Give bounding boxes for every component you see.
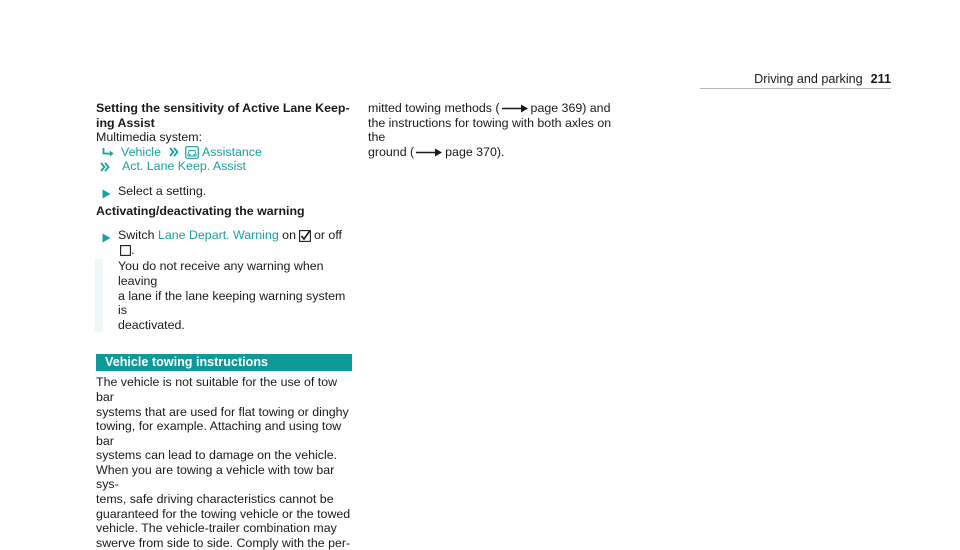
menu-intro: Multimedia system: xyxy=(96,130,203,145)
body-line: guaranteed for the towing vehicle or the towed xyxy=(96,506,351,521)
menu-path-line-1 xyxy=(96,145,352,160)
step-select-text: Select a setting. xyxy=(118,183,207,198)
subheading-warning: Activating/deactivating the warning xyxy=(96,203,305,218)
note-line: a lane if the lane keeping warning system is xyxy=(118,288,346,318)
body-line: systems that are used for flat towing or dinghy xyxy=(96,404,349,419)
double-chevron-icon xyxy=(169,147,179,157)
body-line: swerve from side to side. Comply with the per- xyxy=(96,535,351,550)
arrow-hook-icon xyxy=(102,147,115,158)
setting-lane-depart-warning[interactable]: Lane Depart. Warning xyxy=(157,228,279,243)
checkbox-empty-line xyxy=(118,243,342,258)
running-header xyxy=(700,72,891,86)
bullet-arrow-icon xyxy=(102,189,111,199)
checkbox-empty-icon xyxy=(120,245,131,256)
menu-path-line-2 xyxy=(96,159,352,174)
switch-period: . xyxy=(131,242,135,257)
page-ref-arrow-icon xyxy=(416,148,442,157)
body-line: vehicle. The vehicle-trailer combination may xyxy=(96,521,337,536)
bullet-arrow-icon xyxy=(102,233,111,243)
continued-line-2: the instructions for towing with both axles on the xyxy=(368,115,612,145)
note-line: You do not receive any warning when leaving xyxy=(118,259,324,288)
body-line: systems can lead to damage on the vehicle. xyxy=(96,448,338,463)
right-column xyxy=(368,101,630,159)
menu-item-vehicle[interactable]: Vehicle xyxy=(121,144,161,159)
step-switch-warning xyxy=(96,228,352,257)
body-line: towing, for example. Attaching and using tow bar xyxy=(96,419,342,448)
switch-on: on xyxy=(282,228,296,243)
continued-line-3 xyxy=(368,145,630,160)
continued-text: ground ( xyxy=(368,144,415,159)
continued-line-1 xyxy=(368,101,630,116)
page-reference-370[interactable]: page 370). xyxy=(445,144,505,159)
car-icon xyxy=(185,146,199,159)
switch-line xyxy=(118,228,342,243)
switch-prefix: Switch xyxy=(118,228,155,243)
heading-line-2: ing Assist xyxy=(96,115,155,130)
switch-or-off: or off xyxy=(313,228,342,243)
page-reference-369[interactable]: page 369) and xyxy=(530,101,611,115)
section-header-towing: Vehicle towing instructions xyxy=(96,354,352,371)
note-line: deactivated. xyxy=(118,317,185,332)
checkbox-checked-icon xyxy=(299,230,311,242)
warning-note xyxy=(95,259,351,332)
menu-item-assistance[interactable]: Assistance xyxy=(201,144,262,159)
step-select-setting xyxy=(96,184,352,201)
page-number: 211 xyxy=(870,72,891,86)
body-line: The vehicle is not suitable for the use of tow bar xyxy=(96,375,338,404)
double-chevron-icon xyxy=(100,162,110,172)
body-line: tems, safe driving characteristics cannot be xyxy=(96,492,334,507)
body-line: When you are towing a vehicle with tow bar sys- xyxy=(96,462,335,492)
left-column xyxy=(96,101,352,550)
menu-item-act-lane-keep-assist[interactable]: Act. Lane Keep. Assist xyxy=(122,159,246,174)
page-ref-arrow-icon xyxy=(502,104,528,113)
header-section-title: Driving and parking xyxy=(754,72,863,86)
continued-text: mitted towing methods ( xyxy=(368,101,500,115)
header-rule xyxy=(700,88,891,89)
towing-body xyxy=(96,375,352,550)
heading-line-1: Setting the sensitivity of Active Lane Keep- xyxy=(96,101,350,115)
